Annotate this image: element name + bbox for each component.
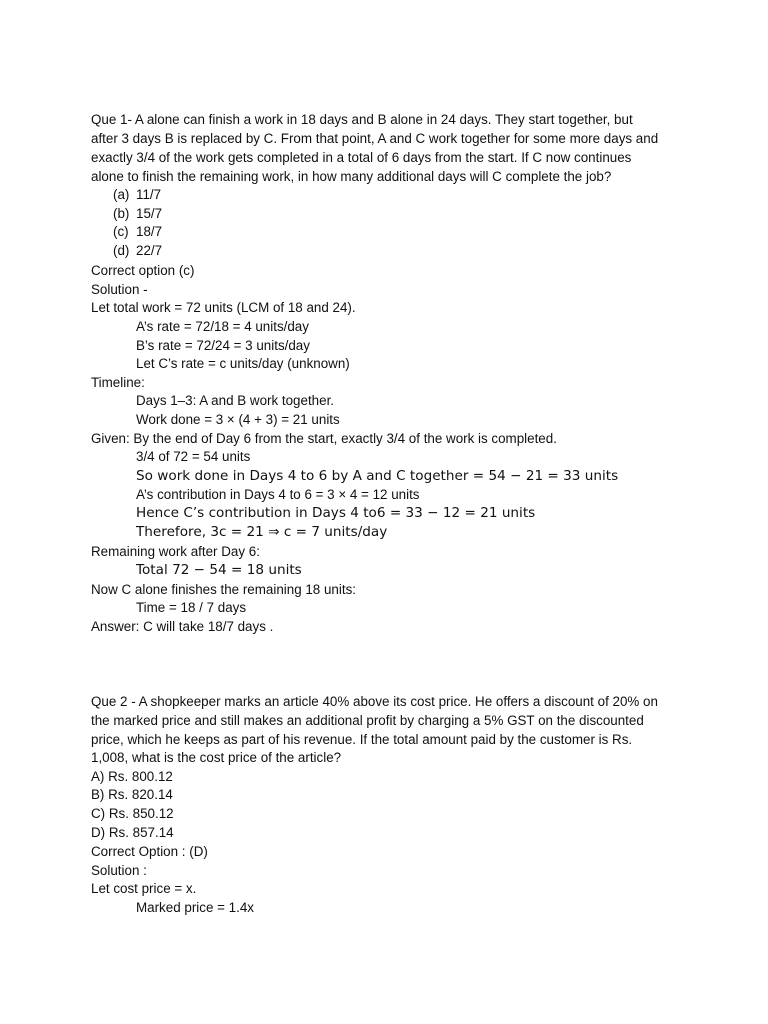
solution-line: Timeline:	[91, 375, 145, 390]
question-2-text-line: price, which he keeps as part of his revenue. If the total amount paid by the customer is Rs.	[91, 732, 633, 747]
option-label: (a)	[113, 187, 130, 202]
option-text: 11/7	[136, 187, 162, 202]
solution-line: 3/4 of 72 = 54 units	[136, 449, 251, 464]
solution-line: B’s rate = 72/24 = 3 units/day	[136, 338, 310, 353]
solution-line: Days 1–3: A and B work together.	[136, 393, 335, 408]
question-2-text-line: Que 2 - A shopkeeper marks an article 40% above its cost price. He offers a discount of 20% on	[91, 694, 658, 709]
option-text: 22/7	[136, 243, 163, 258]
correct-option: Correct option (c)	[91, 263, 195, 278]
solution-line: A’s contribution in Days 4 to 6 = 3 × 4 = 12 units	[136, 487, 420, 502]
solution-line: Now C alone finishes the remaining 18 units:	[91, 582, 356, 597]
option-text: 15/7	[136, 206, 163, 221]
option-text: 18/7	[136, 224, 163, 239]
solution-line: Remaining work after Day 6:	[91, 544, 260, 559]
correct-option: Correct Option : (D)	[91, 844, 208, 859]
solution-line: Hence C’s contribution in Days 4 to6 = 33 − 12 = 21 units	[136, 505, 536, 521]
option-text: D) Rs. 857.14	[91, 825, 174, 840]
solution-line: Total 72 − 54 = 18 units	[136, 562, 302, 578]
option-label: (b)	[113, 206, 130, 221]
solution-line: Let C’s rate = c units/day (unknown)	[136, 356, 350, 371]
solution-line: Time = 18 / 7 days	[136, 600, 247, 615]
question-1-text-line: after 3 days B is replaced by C. From that point, A and C work together for some more days and	[91, 131, 659, 146]
question-1-text-line: alone to finish the remaining work, in how many additional days will C complete the job?	[91, 169, 612, 184]
question-1-text-line: exactly 3/4 of the work gets completed in a total of 6 days from the start. If C now continues	[91, 150, 632, 165]
solution-line: Work done = 3 × (4 + 3) = 21 units	[136, 412, 340, 427]
question-2-text-line: the marked price and still makes an additional profit by charging a 5% GST on the discounted	[91, 713, 644, 728]
solution-line: Therefore, 3c = 21 ⇒ c = 7 units/day	[136, 524, 388, 540]
option-label: (d)	[113, 243, 130, 258]
solution-line: Marked price = 1.4x	[136, 900, 254, 915]
question-2-text-line: 1,008, what is the cost price of the article?	[91, 750, 342, 765]
question-1-text-line: Que 1- A alone can finish a work in 18 days and B alone in 24 days. They start together, but	[91, 112, 633, 127]
solution-heading: Solution :	[91, 863, 147, 878]
solution-line: Given: By the end of Day 6 from the start, exactly 3/4 of the work is completed.	[91, 431, 557, 446]
option-text: B) Rs. 820.14	[91, 787, 173, 802]
solution-line: Let cost price = x.	[91, 881, 197, 896]
option-text: C) Rs. 850.12	[91, 806, 174, 821]
option-text: A) Rs. 800.12	[91, 769, 173, 784]
solution-line: So work done in Days 4 to 6 by A and C together = 54 − 21 = 33 units	[136, 468, 619, 484]
solution-line: Let total work = 72 units (LCM of 18 and 24).	[91, 300, 356, 315]
option-label: (c)	[113, 224, 129, 239]
answer-line: Answer: C will take 18/7 days .	[91, 619, 274, 634]
solution-line: A’s rate = 72/18 = 4 units/day	[136, 319, 309, 334]
solution-heading: Solution -	[91, 282, 148, 297]
